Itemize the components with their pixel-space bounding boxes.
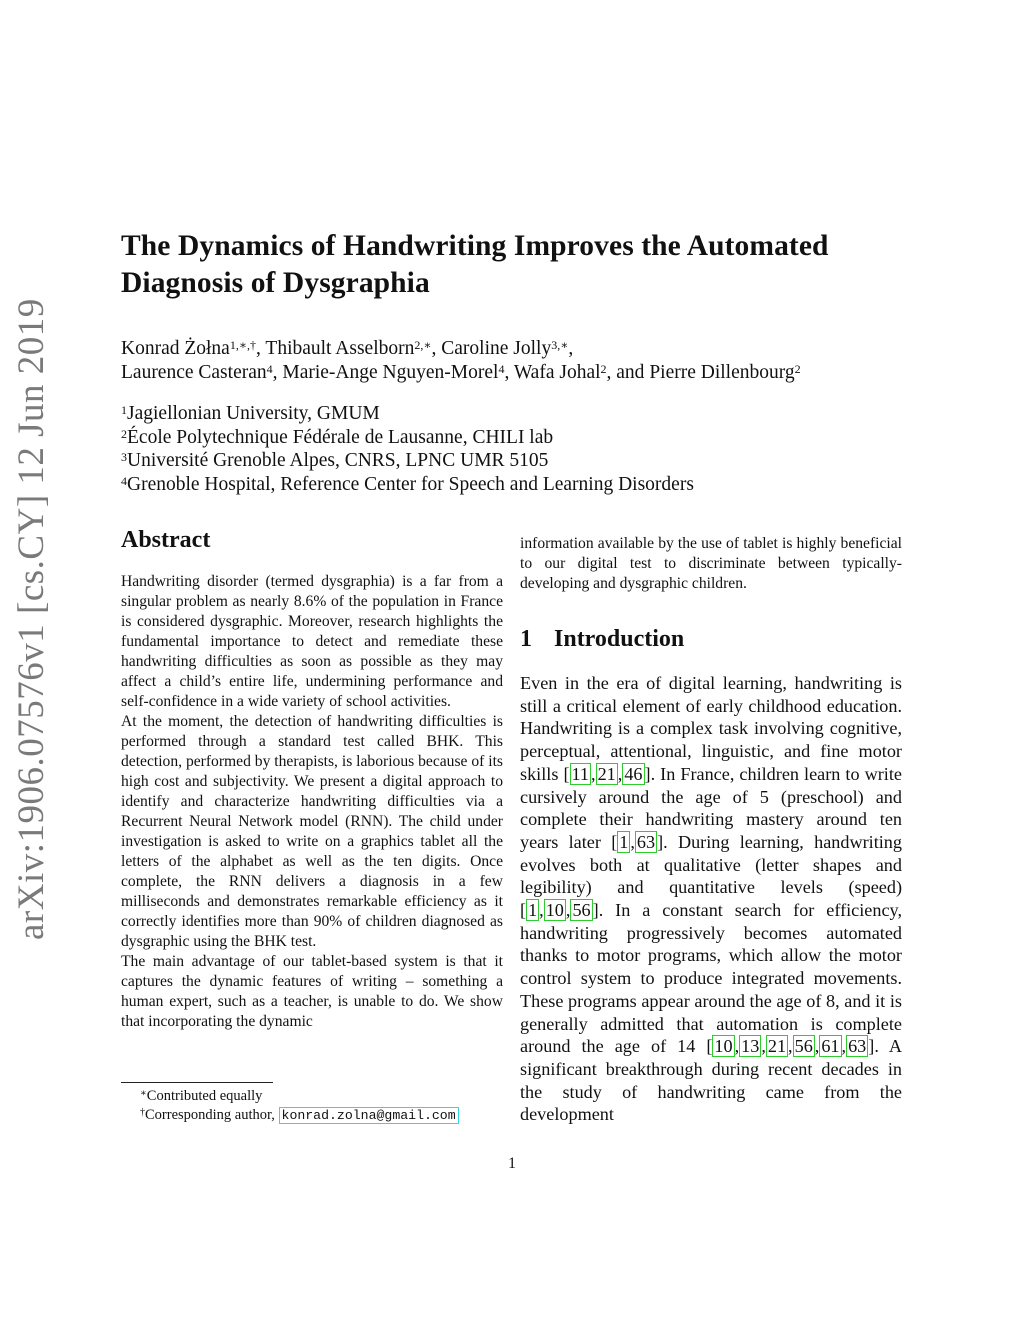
intro-text-5: . A significant breakthrough during recent decades in the study of handwriting came from the development	[520, 1036, 902, 1125]
title-line-1: The Dynamics of Handwriting Improves the Automated	[121, 230, 829, 262]
citation-link[interactable]: 10	[714, 1036, 733, 1057]
abstract-body	[121, 572, 503, 1032]
affiliation-1-number: 1	[121, 403, 127, 417]
abstract-paragraph-1: Handwriting disorder (termed dysgraphia) is a far from a singular problem as nearly 8.6% of the population in France is considered dysgraphic. Moreover, research highlights the fundamental importance to detect and remediate these handwriting difficulties as soon as possible as they may affect a child’s entire life, undermining performance and self-confidence in a wide variety of school activities.	[121, 573, 503, 710]
footnote-2-mark: †	[140, 1107, 145, 1118]
affiliation-4-text: Grenoble Hospital, Reference Center for Speech and Learning Disorders	[127, 473, 694, 495]
affiliation-2-number: 2	[121, 426, 127, 441]
arxiv-id: arXiv:1906.07576v1 [cs.CY] 12 Jun 2019	[11, 298, 52, 940]
introduction-heading	[520, 626, 684, 653]
author-6: Wafa Johal	[513, 362, 601, 383]
author-6-affil: 2	[600, 362, 607, 376]
title-line-2: Diagnosis of Dysgraphia	[121, 267, 430, 299]
author-5: Marie-Ange Nguyen-Morel	[282, 362, 499, 383]
paper-title	[121, 228, 921, 302]
citation-link[interactable]: 56	[794, 1036, 813, 1057]
section-number: 1	[520, 626, 532, 652]
author-3-affil: 3,∗	[551, 338, 569, 352]
affiliation-2	[121, 426, 694, 450]
affiliation-4-number: 4	[121, 473, 127, 488]
abstract-paragraph-3-cont: information available by the use of tablet is highly beneficial to our digital test to discriminate between typically-developing and dysgraphic children.	[520, 535, 902, 592]
author-7-affil: 2	[794, 362, 801, 376]
author-line-2: Laurence Casteran$^4$, Marie-Ange Nguyen-Morel$^4$, Wafa Johal$^2$, and Pierre Dillenbourg$^2$	[121, 362, 801, 383]
footnote-1-mark: ∗	[140, 1088, 147, 1099]
citation-link[interactable]: 46	[624, 763, 643, 784]
affiliation-3	[121, 449, 694, 473]
citation-link[interactable]: 10	[545, 900, 564, 921]
author-2: Thibault Asselborn	[265, 338, 415, 359]
affiliation-3-number: 3	[121, 450, 127, 464]
citation-link[interactable]: 21	[597, 763, 616, 784]
page-number: 1	[508, 1155, 516, 1172]
author-4-affil: 4	[266, 362, 273, 376]
footnote-1-text: Contributed equally	[146, 1088, 263, 1104]
citation-link[interactable]: 1	[528, 900, 538, 921]
affiliation-4	[121, 473, 694, 497]
author-4: Laurence Casteran	[121, 362, 267, 383]
affiliation-1-text: Jagiellonian University, GMUM	[127, 403, 380, 424]
author-2-affil: 2,∗	[414, 338, 432, 352]
affiliations	[121, 402, 694, 496]
intro-text-4: . In a constant search for efficiency, handwriting progressively becomes automated thanks to motor programs, which allow the motor control system to produce integrated movements. These programs appear around the age of 8, and it is generally admitted that automation is complete around the age of 14	[520, 900, 902, 1057]
author-line-1: Konrad Żołna$^{1,∗,\dagger}$, Thibault Asselborn$^{2,∗}$, Caroline Jolly$^{3,∗}$,	[121, 338, 574, 359]
author-5-affil: 4	[498, 362, 505, 376]
intro-text-2: . In France, children learn to write cursively around the age of 5 (preschool) and complete their handwriting mastery around ten years later	[520, 763, 902, 852]
citation-link[interactable]: 61	[821, 1036, 840, 1057]
citation-link[interactable]: 63	[848, 1036, 867, 1057]
affiliation-1	[121, 402, 694, 426]
citation-link[interactable]: 21	[767, 1036, 787, 1057]
affiliation-3-text: Université Grenoble Alpes, CNRS, LPNC UMR 5105	[127, 450, 549, 471]
author-7: Pierre Dillenbourg	[649, 362, 795, 383]
citation-link[interactable]: 1	[619, 831, 629, 852]
affiliation-2-text: École Polytechnique Fédérale de Lausanne, CHILI lab	[127, 426, 554, 448]
author-1: Konrad Żołna	[121, 338, 230, 359]
author-and: and	[616, 362, 645, 383]
intro-text-3: . During learning, handwriting evolves both at qualitative (letter shapes and legibility) and quantitative levels (speed)	[520, 831, 902, 898]
introduction-body	[520, 672, 902, 1126]
footnote-2	[140, 1105, 459, 1126]
abstract-heading: Abstract	[121, 527, 211, 553]
citation-link[interactable]: 13	[741, 1036, 760, 1057]
email-link[interactable]: konrad.zolna@gmail.com	[279, 1107, 459, 1124]
abstract-paragraph-2: At the moment, the detection of handwriting difficulties is performed through a standard test called BHK. This detection, performed by therapists, is laborious because of its high cost and subjectivity. We present a digital approach to identify and characterize handwriting difficulties via a Recurrent Neural Network model (RNN). The child under investigation is asked to write on a graphics tablet all the letters of the alphabet as well as the ten digits. Once complete, the RNN delivers a diagnosis in a few milliseconds and demonstrates remarkable efficiency as it correctly identifies more than 90% of children diagnosed as dysgraphic using the BHK test.	[121, 713, 503, 950]
author-3: Caroline Jolly	[441, 338, 552, 359]
footnote-2-text: Corresponding author,	[145, 1107, 279, 1123]
citation-link[interactable]: 56	[572, 900, 591, 921]
citation-link[interactable]: 63	[636, 831, 656, 852]
abstract-paragraph-3: The main advantage of our tablet-based system is that it captures the dynamic features of writing – something a human expert, such as a teacher, is unable to do. We show that incorporating the dynamic	[121, 953, 503, 1030]
citation-link[interactable]: 11	[571, 763, 590, 784]
section-title: Introduction	[554, 626, 685, 652]
introduction-paragraph: Even in the era of digital learning, handwriting is still a critical element of early childhood education. Handwriting is a complex task involving cognitive, perceptual, attentional, linguistic, and fine motor skills [ 11 , 21 , 46 ]. In France, children learn to write cursively around the age of 5 (preschool) and complete their handwriting mastery around ten years later [ 1 , 63 ]. During learning, handwriting evolves both at qualitative (letter shapes and legibility) and quantitative levels (speed) [ 1 , 10 , 56 ]. In a constant search for efficiency, handwriting progressively becomes automated thanks to motor programs, which allow the motor control system to produce integrated movements. These programs appear around the age of 8, and it is generally admitted that automation is complete around the age of 14 [ 10 , 13 , 21 , 56 , 61 , 63 ]. A significant breakthrough during recent decades in the study of handwriting came from the development	[520, 673, 902, 1125]
footnote-1	[140, 1086, 262, 1106]
intro-text-1: Even in the era of digital learning, handwriting is still a critical element of early childhood education. Handwriting is a complex task involving cognitive, perceptual, attentional, linguistic, and fine motor skills	[520, 673, 902, 784]
author-1-affil: 1,∗,†	[229, 338, 256, 352]
footnote-rule	[121, 1082, 273, 1083]
abstract-continuation	[520, 534, 902, 594]
